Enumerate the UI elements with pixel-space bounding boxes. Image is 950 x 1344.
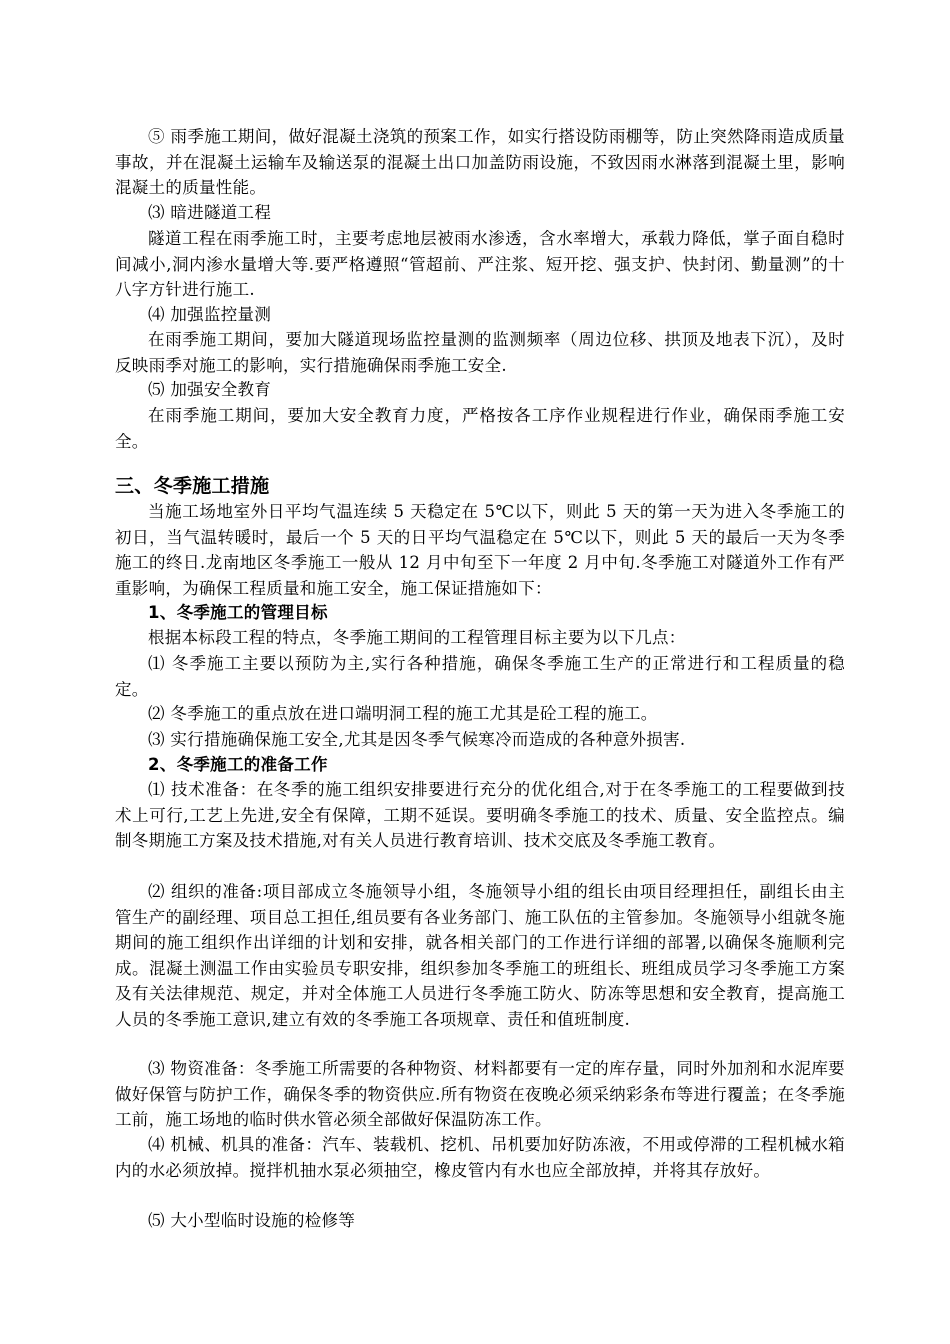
paragraph-safety-education: 在雨季施工期间，要加大安全教育力度，严格按各工序作业规程进行作业，确保雨季施工安全。 xyxy=(115,406,845,451)
heading-monitoring: ⑷ 加强监控量测 xyxy=(148,305,272,324)
heading-tunnel-engineering: ⑶ 暗进隧道工程 xyxy=(148,203,272,222)
paragraph-monitoring: 在雨季施工期间，要加大隧道现场监控量测的监测频率（周边位移、拱顶及地表下沉），及时反映雨季对施工的影响，实行措施确保雨季施工安全. xyxy=(115,330,845,375)
paragraph-winter-intro: 当施工场地室外日平均气温连续 5 天稳定在 5℃以下，则此 5 天的第一天为进入冬季施工的初日，当气温转暖时，最后一个 5 天的日平均气温稳定在 5℃以下，则此 5 天的最后一天为冬季施工的终日.龙南地区冬季施工一般从 12 月中旬至下一年度 2 月中旬.冬季施工对隧道外工作有严重影响，为确保工程质量和施工安全，施工保证措施如下： xyxy=(115,502,845,598)
section-heading-winter: 三、冬季施工措施 xyxy=(115,475,270,497)
paragraph-tech-prep: ⑴ 技术准备：在冬季的施工组织安排要进行充分的优化组合,对于在冬季施工的工程要做到技术上可行,工艺上先进,安全有保障，工期不延误。要明确冬季施工的技术、质量、安全监控点。编制冬期施工方案及技术措施,对有关人员进行教育培训、技术交底及冬季施工教育。 xyxy=(115,780,845,850)
paragraph-material-prep: ⑶ 物资准备：冬季施工所需要的各种物资、材料都要有一定的库存量，同时外加剂和水泥库要做好保管与防护工作，确保冬季的物资供应.所有物资在夜晚必须采纳彩条布等进行覆盖；在冬季施工前，施工场地的临时供水管必须全部做好保温防冻工作。 xyxy=(115,1059,845,1129)
paragraph-org-prep: ⑵ 组织的准备:项目部成立冬施领导小组，冬施领导小组的组长由项目经理担任，副组长由主管生产的副经理、项目总工担任,组员要有各业务部门、施工队伍的主管参加。冬施领导小组就冬施期间的施工组织作出详细的计划和安排，就各相关部门的工作进行详细的部署,以确保冬施顺利完成。混凝土测温工作由实验员专职安排，组织参加冬季施工的班组长、班组成员学习冬季施工方案及有关法律规范、规定，并对全体施工人员进行冬季施工防火、防冻等思想和安全教育，提高施工人员的冬季施工意识,建立有效的冬季施工各项规章、责任和值班制度. xyxy=(115,882,845,1029)
heading-safety-education: ⑸ 加强安全教育 xyxy=(148,380,272,399)
paragraph-goal-1: ⑴ 冬季施工主要以预防为主,实行各种措施，确保冬季施工生产的正常进行和工程质量的稳定。 xyxy=(115,654,845,699)
paragraph-rain-concrete: ⑤ 雨季施工期间，做好混凝土浇筑的预案工作，如实行搭设防雨棚等，防止突然降雨造成质量事故，并在混凝土运输车及输送泵的混凝土出口加盖防雨设施，不致因雨水淋落到混凝土里，影响混凝土的质量性能。 xyxy=(115,127,845,197)
paragraph-facility-repair: ⑸ 大小型临时设施的检修等 xyxy=(148,1211,356,1230)
paragraph-goal-2: ⑵ 冬季施工的重点放在进口端明洞工程的施工尤其是砼工程的施工。 xyxy=(148,704,658,723)
paragraph-goal-3: ⑶ 实行措施确保施工安全,尤其是因冬季气候寒冷而造成的各种意外损害. xyxy=(148,730,686,749)
paragraph-tunnel: 隧道工程在雨季施工时，主要考虑地层被雨水渗透，含水率增大，承载力降低，掌子面自稳时间减小,洞内渗水量增大等.要严格遵照“管超前、严注浆、短开挖、强支护、快封闭、勤量测”的十八字方针进行施工. xyxy=(115,229,845,299)
paragraph-machinery-prep: ⑷ 机械、机具的准备：汽车、装载机、挖机、吊机要加好防冻液，不用或停滞的工程机械水箱内的水必须放掉。搅拌机抽水泵必须抽空，橡皮管内有水也应全部放掉，并将其存放好。 xyxy=(115,1135,845,1180)
subheading-preparation: 2、冬季施工的准备工作 xyxy=(148,755,328,774)
paragraph-goals-intro: 根据本标段工程的特点，冬季施工期间的工程管理目标主要为以下几点： xyxy=(148,628,686,647)
subheading-management-goals: 1、冬季施工的管理目标 xyxy=(148,603,328,622)
